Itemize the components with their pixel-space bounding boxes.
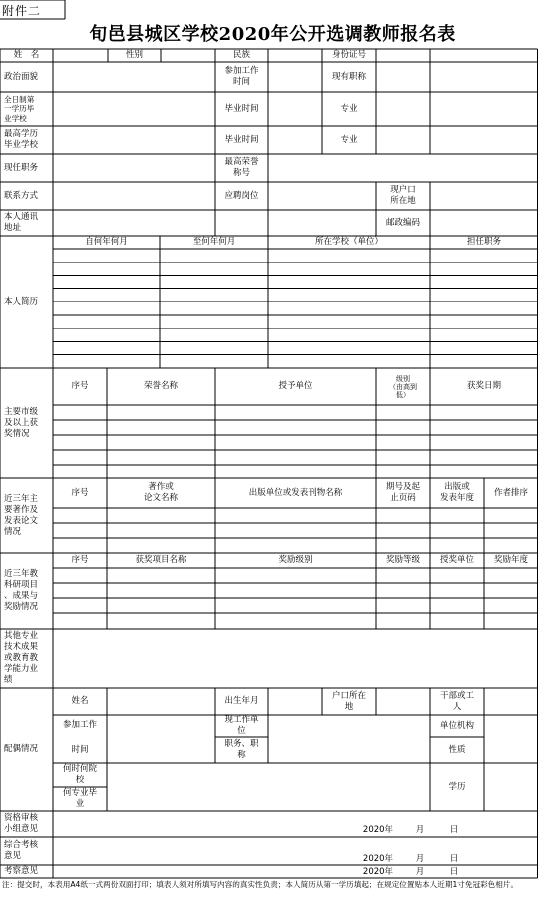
spouse-cadre-label: 干部或工 人 <box>439 690 474 712</box>
comprehensive-date-month: 月 <box>415 853 425 864</box>
assessment-date-day: 日 <box>449 866 459 877</box>
spouse-duties-label: 职务、职 称 <box>224 739 259 760</box>
papers-header-title: 著作或 论文名称 <box>143 482 178 503</box>
grad-time-label: 毕业时间 <box>224 103 259 114</box>
comprehensive-review-label: 综合考核 意见 <box>4 840 39 861</box>
contact-label: 联系方式 <box>4 190 39 201</box>
comprehensive-date-day: 日 <box>449 853 459 864</box>
current-job-label: 现任职务 <box>4 162 39 173</box>
awards-label: 主要市级 及以上获 奖情况 <box>4 406 39 439</box>
awards-header-honor: 荣誉名称 <box>143 381 178 391</box>
assessment-review-label: 考察意见 <box>4 866 39 876</box>
spouse-birth-label: 出生年月 <box>224 696 259 706</box>
resume-label: 本人简历 <box>4 296 39 307</box>
applied-post-label: 应聘岗位 <box>224 190 259 201</box>
highest-honor-label: 最高荣誉 称号 <box>224 157 259 178</box>
spouse-major-label: 何专业毕 业 <box>62 788 97 809</box>
resume-header-from: 自何年何月 <box>85 237 128 247</box>
research-label: 近三年教 科研项目 、成果与 奖励情况 <box>4 569 39 612</box>
spouse-hukou-label: 户口所在 地 <box>331 690 366 712</box>
id-number-label: 身份证号 <box>331 50 366 60</box>
fulltime-edu-label: 全日制第 一学历毕 业学校 <box>4 94 35 123</box>
spouse-label: 配偶情况 <box>4 744 39 754</box>
title-rank-label: 现有职称 <box>331 71 366 82</box>
spouse-current-unit-label: 现工作单 位 <box>224 715 259 736</box>
ethnicity-label: 民族 <box>232 50 250 60</box>
spouse-nature-label: 性质 <box>448 744 466 755</box>
research-header-level: 奖励级别 <box>278 555 313 565</box>
other-achievements-label: 其他专业 技术成果 或教育教 学能力业 绩 <box>4 631 39 685</box>
papers-header-pages: 期号及起 止页码 <box>385 482 420 503</box>
awards-header-date: 获奖日期 <box>466 381 501 391</box>
footnote: 注：提交时，本表用A4纸一式两份双面打印；填表人须对所填写内容的真实性负责；本人简历从第一学历填起；在规定位置贴本人近期1寸免冠彩色相片。 <box>2 880 519 889</box>
research-header-grade: 奖励等级 <box>385 555 420 565</box>
political-label: 政治面貌 <box>4 71 39 82</box>
spouse-work-start-time-label: 时间 <box>71 744 89 755</box>
papers-header-no: 序号 <box>71 487 89 498</box>
form-title: 旬邑县城区学校2020年公开选调教师报名表 <box>89 24 456 45</box>
gender-label: 性别 <box>125 50 143 60</box>
postcode-label: 邮政编码 <box>385 217 420 228</box>
research-header-no: 序号 <box>71 555 89 565</box>
research-header-unit: 授奖单位 <box>439 555 474 565</box>
major-label-2: 专业 <box>340 134 358 145</box>
resume-header-school: 所在学校（单位） <box>314 237 383 247</box>
name-label: 姓 名 <box>13 50 40 60</box>
research-header-year: 奖励年度 <box>493 555 528 565</box>
resume-header-to: 至何年何月 <box>192 237 236 247</box>
grad-time-label-2: 毕业时间 <box>224 134 259 145</box>
papers-header-author-order: 作者排序 <box>493 487 528 498</box>
comprehensive-date-year: 2020年 <box>362 853 394 864</box>
awards-header-no: 序号 <box>71 381 89 391</box>
spouse-education-label: 学历 <box>448 781 466 792</box>
qualification-date-year: 2020年 <box>362 824 394 835</box>
papers-header-publisher: 出版单位或发表刊物名称 <box>248 487 343 498</box>
papers-label: 近三年主 要著作及 发表论文 情况 <box>4 493 39 537</box>
spouse-school-label: 何时何院 校 <box>62 764 97 785</box>
qualification-date-day: 日 <box>449 824 459 835</box>
major-label: 专业 <box>340 103 358 114</box>
resume-header-position: 担任职务 <box>466 237 501 247</box>
qualification-review-label: 资格审核 小组意见 <box>4 813 39 834</box>
spouse-unit-org-label: 单位机构 <box>439 720 474 731</box>
assessment-date-year: 2020年 <box>362 866 394 877</box>
spouse-work-start-label: 参加工作 <box>62 719 97 730</box>
highest-edu-label: 最高学历 毕业学校 <box>4 129 39 150</box>
awards-header-level: 级别 （由高到 低） <box>389 374 417 399</box>
assessment-date-month: 月 <box>415 866 425 877</box>
research-header-project: 获奖项目名称 <box>135 555 187 565</box>
work-start-label: 参加工作 时间 <box>224 66 259 87</box>
hukou-label: 现户口 所在地 <box>390 185 416 206</box>
awards-header-grantor: 授予单位 <box>278 381 313 391</box>
qualification-date-month: 月 <box>415 824 425 835</box>
papers-header-year: 出版或 发表年度 <box>439 482 474 503</box>
address-label: 本人通讯 地址 <box>4 212 39 233</box>
attachment-label: 附件二 <box>2 4 42 18</box>
spouse-name-label: 姓名 <box>71 696 89 706</box>
